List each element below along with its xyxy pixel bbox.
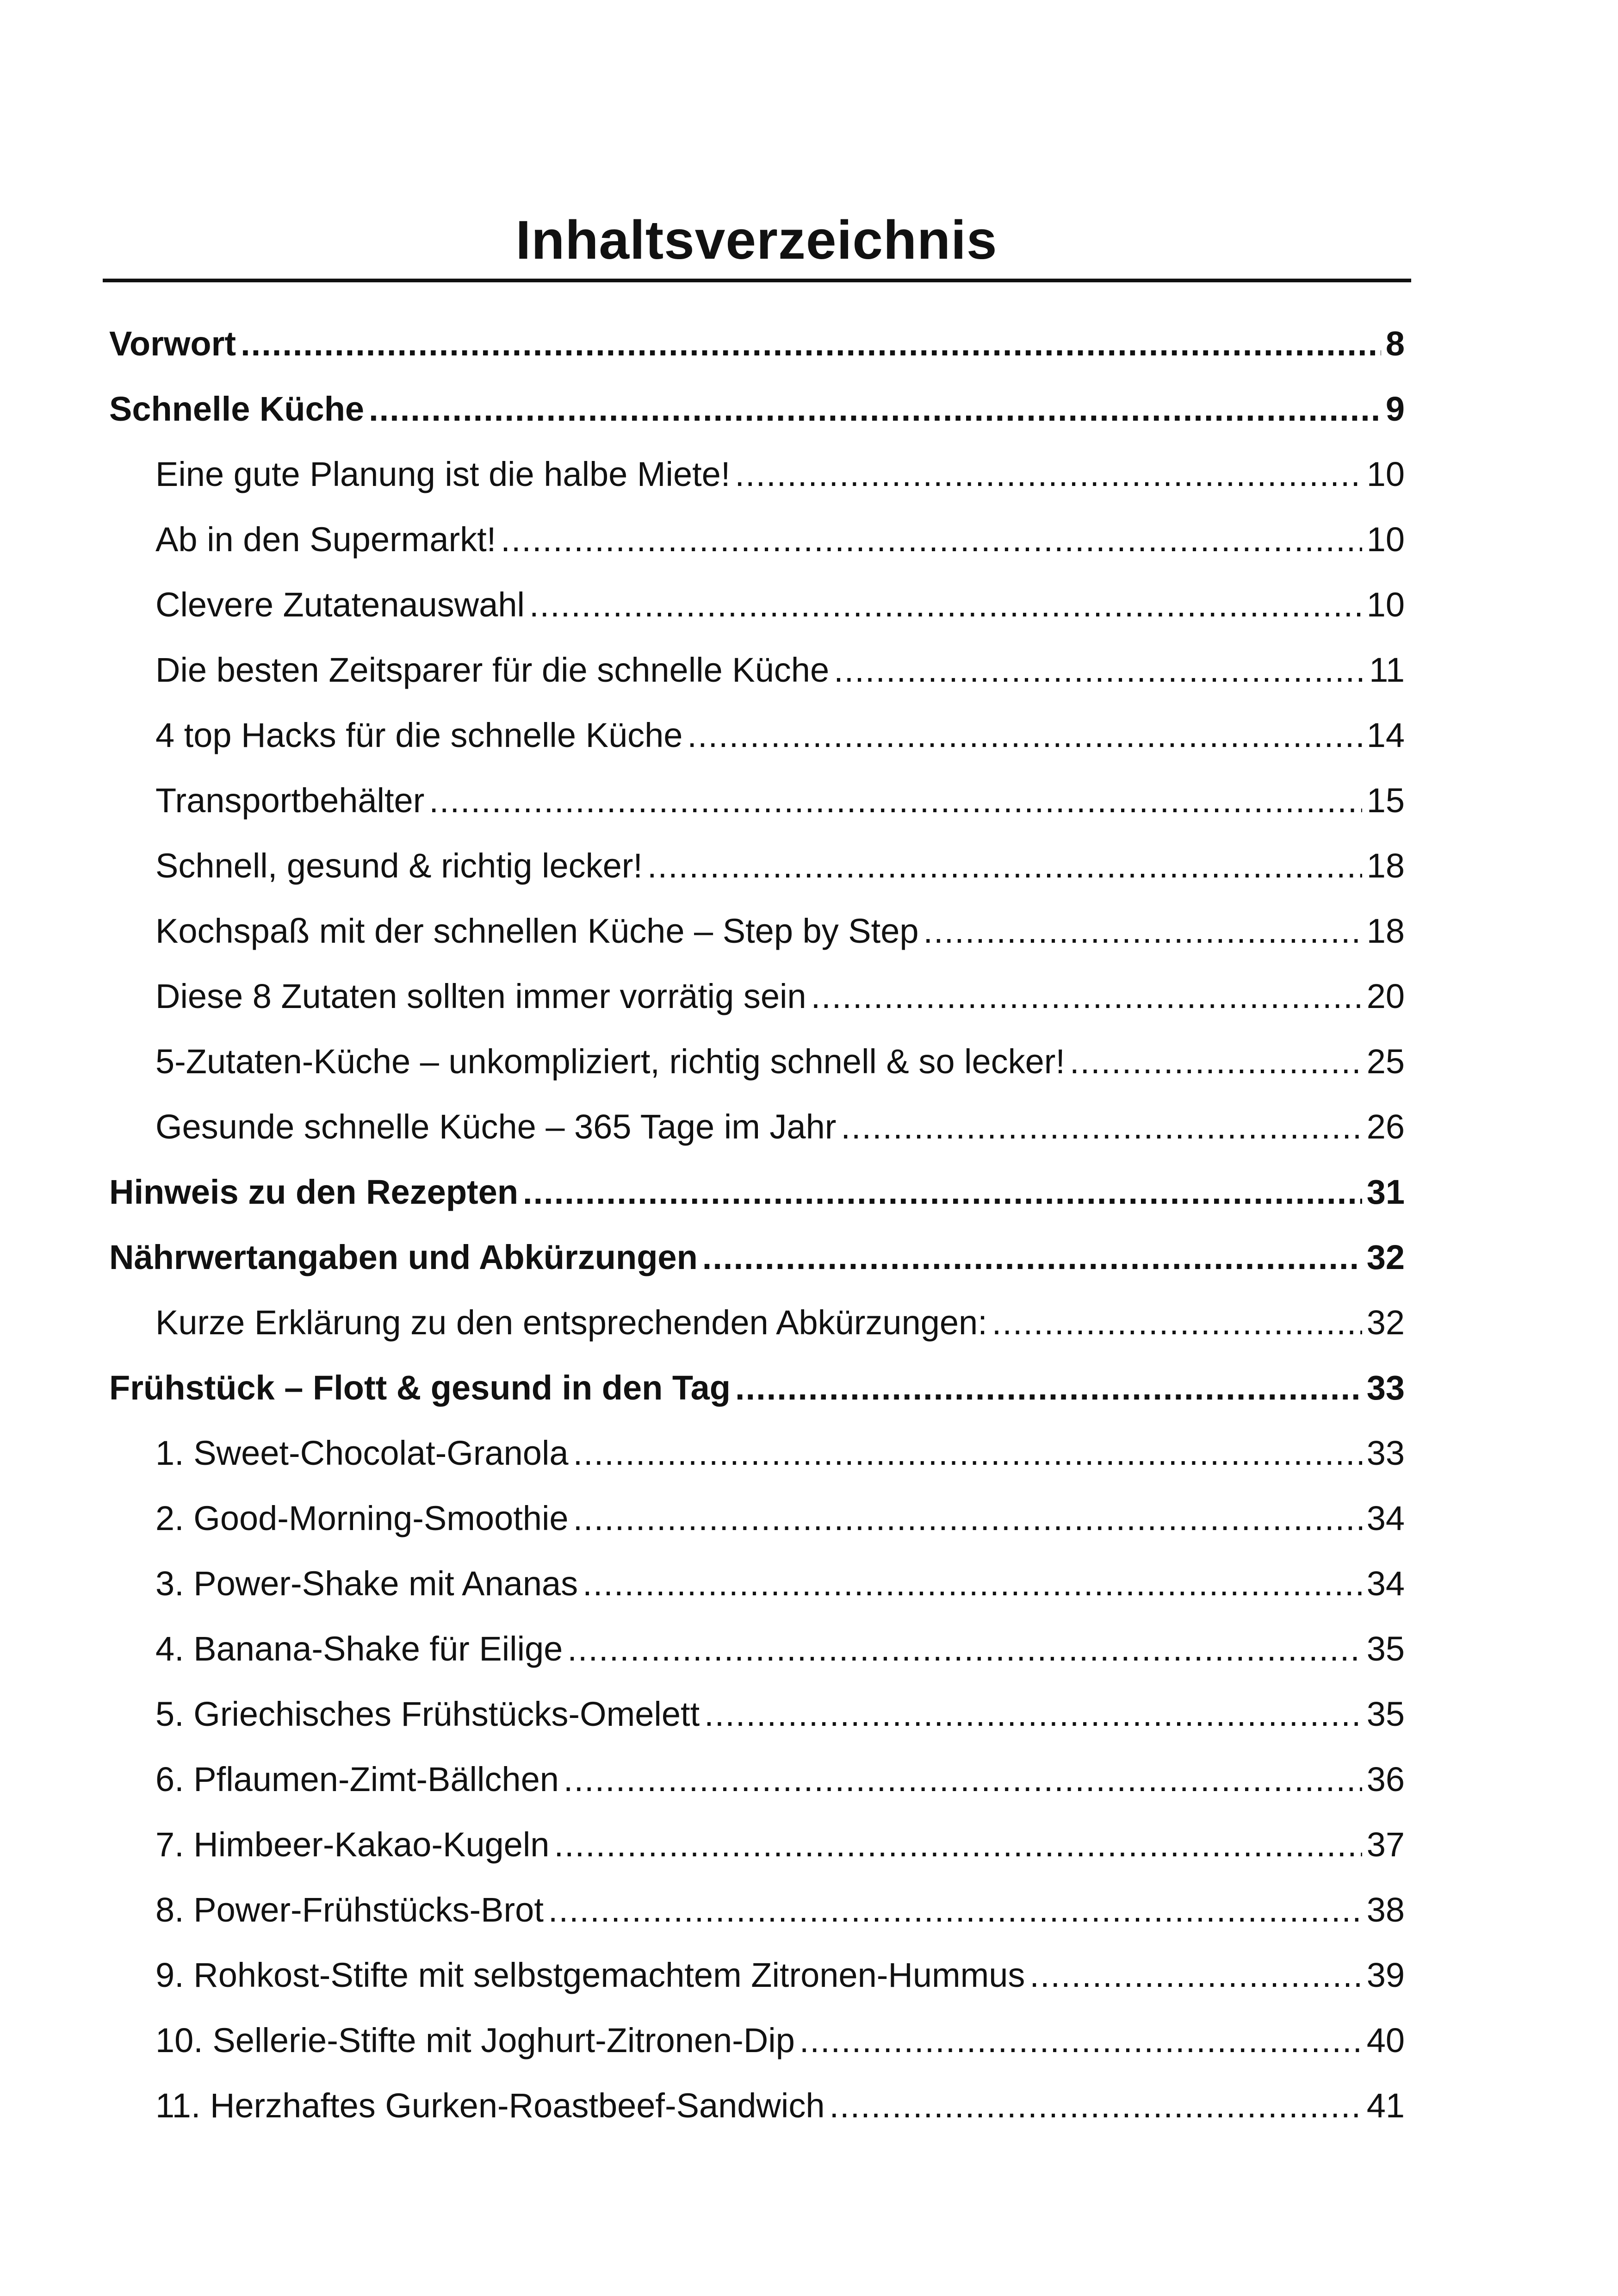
toc-section-entry[interactable] — [109, 1564, 1405, 1629]
toc-entry-title: Schnelle Küche — [109, 390, 365, 428]
toc-section-entry[interactable] — [109, 1890, 1405, 1955]
toc-page-number: 10 — [1366, 455, 1405, 493]
toc-entry-title: 5-Zutaten-Küche – unkompliziert, richtig schnell & so lecker! — [155, 1042, 1065, 1081]
dot-leader — [583, 1564, 1362, 1603]
toc-page-number: 20 — [1366, 977, 1405, 1015]
toc-chapter-entry[interactable] — [109, 1172, 1405, 1238]
toc-section-entry[interactable] — [109, 1303, 1405, 1368]
toc-section-entry[interactable] — [109, 977, 1405, 1042]
dot-leader — [567, 1629, 1362, 1668]
toc-entry-title: Ab in den Supermarkt! — [155, 520, 496, 559]
toc-section-entry[interactable] — [109, 1107, 1405, 1172]
toc-entry-title: 8. Power-Frühstücks-Brot — [155, 1891, 544, 1929]
dot-leader — [834, 650, 1364, 690]
toc-page-number: 15 — [1366, 781, 1405, 820]
toc-section-entry[interactable] — [109, 1042, 1405, 1107]
dot-leader — [241, 324, 1381, 363]
toc-page-number: 8 — [1385, 324, 1405, 363]
toc-entry-title: 2. Good-Morning-Smoothie — [155, 1499, 569, 1537]
dot-leader — [924, 911, 1362, 951]
table-of-contents — [109, 324, 1405, 2151]
toc-page-number: 39 — [1366, 1956, 1405, 1994]
toc-entry-title: Diese 8 Zutaten sollten immer vorrätig sein — [155, 977, 806, 1015]
toc-entry-title: Vorwort — [109, 324, 236, 363]
toc-page-number: 9 — [1385, 390, 1405, 428]
toc-entry-title: Die besten Zeitsparer für die schnelle Küche — [155, 651, 830, 689]
toc-section-entry[interactable] — [109, 1433, 1405, 1499]
toc-section-entry[interactable] — [109, 650, 1405, 716]
dot-leader — [702, 1238, 1362, 1277]
toc-entry-title: 11. Herzhaftes Gurken-Roastbeef-Sandwich — [155, 2086, 825, 2125]
toc-page-number: 33 — [1366, 1369, 1405, 1407]
toc-page-number: 26 — [1366, 1108, 1405, 1146]
toc-page-number: 35 — [1366, 1695, 1405, 1733]
toc-entry-title: 4. Banana-Shake für Eilige — [155, 1630, 563, 1668]
toc-entry-title: 9. Rohkost-Stifte mit selbstgemachtem Zitronen-Hummus — [155, 1956, 1025, 1994]
toc-section-entry[interactable] — [109, 911, 1405, 977]
toc-page-number: 35 — [1366, 1630, 1405, 1668]
toc-section-entry[interactable] — [109, 1629, 1405, 1694]
dot-leader — [687, 716, 1362, 755]
toc-entry-title: 7. Himbeer-Kakao-Kugeln — [155, 1825, 550, 1864]
dot-leader — [735, 454, 1362, 494]
toc-section-entry[interactable] — [109, 1955, 1405, 2021]
dot-leader — [523, 1172, 1362, 1212]
toc-entry-title: 3. Power-Shake mit Ananas — [155, 1564, 578, 1603]
toc-section-entry[interactable] — [109, 781, 1405, 846]
toc-section-entry[interactable] — [109, 1694, 1405, 1760]
toc-chapter-entry[interactable] — [109, 1368, 1405, 1433]
toc-section-entry[interactable] — [109, 846, 1405, 911]
toc-page-number: 34 — [1366, 1499, 1405, 1537]
toc-entry-title: 4 top Hacks für die schnelle Küche — [155, 716, 683, 754]
toc-page-number: 18 — [1366, 846, 1405, 885]
dot-leader — [829, 2086, 1362, 2125]
toc-entry-title: 1. Sweet-Chocolat-Granola — [155, 1434, 569, 1472]
dot-leader — [800, 2021, 1362, 2060]
toc-page-number: 31 — [1366, 1173, 1405, 1211]
toc-page-number: 41 — [1366, 2086, 1405, 2125]
toc-page-number: 36 — [1366, 1760, 1405, 1798]
toc-page-number: 37 — [1366, 1825, 1405, 1864]
toc-chapter-entry[interactable] — [109, 324, 1405, 389]
page-title: Inhaltsverzeichnis — [515, 210, 998, 271]
toc-section-entry[interactable] — [109, 520, 1405, 585]
toc-page-number: 33 — [1366, 1434, 1405, 1472]
toc-entry-title: Clevere Zutatenauswahl — [155, 585, 525, 624]
toc-page-number: 38 — [1366, 1891, 1405, 1929]
toc-chapter-entry[interactable] — [109, 1238, 1405, 1303]
dot-leader — [548, 1890, 1362, 1929]
toc-section-entry[interactable] — [109, 1760, 1405, 1825]
toc-entry-title: Frühstück – Flott & gesund in den Tag — [109, 1369, 731, 1407]
toc-page-number: 25 — [1366, 1042, 1405, 1081]
toc-section-entry[interactable] — [109, 1825, 1405, 1890]
toc-entry-title: 6. Pflaumen-Zimt-Bällchen — [155, 1760, 559, 1798]
toc-entry-title: Gesunde schnelle Küche – 365 Tage im Jahr — [155, 1108, 837, 1146]
toc-entry-title: 5. Griechisches Frühstücks-Omelett — [155, 1695, 700, 1733]
toc-entry-title: Schnell, gesund & richtig lecker! — [155, 846, 643, 885]
toc-page-number: 10 — [1366, 585, 1405, 624]
toc-entry-title: Hinweis zu den Rezepten — [109, 1173, 519, 1211]
dot-leader — [704, 1694, 1362, 1734]
toc-page-number: 32 — [1366, 1238, 1405, 1276]
dot-leader — [1029, 1955, 1362, 1995]
title-divider — [103, 279, 1411, 282]
toc-section-entry[interactable] — [109, 585, 1405, 650]
toc-page-number: 32 — [1366, 1303, 1405, 1342]
dot-leader — [841, 1107, 1362, 1146]
toc-chapter-entry[interactable] — [109, 389, 1405, 454]
toc-page-number: 14 — [1366, 716, 1405, 754]
toc-entry-title: Kurze Erklärung zu den entsprechenden Abkürzungen: — [155, 1303, 987, 1342]
dot-leader — [501, 520, 1362, 559]
toc-page-number: 18 — [1366, 912, 1405, 950]
dot-leader — [811, 977, 1362, 1016]
toc-section-entry[interactable] — [109, 716, 1405, 781]
toc-page-number: 10 — [1366, 520, 1405, 559]
dot-leader — [573, 1433, 1362, 1473]
toc-entry-title: Eine gute Planung ist die halbe Miete! — [155, 455, 731, 493]
toc-section-entry[interactable] — [109, 2086, 1405, 2151]
dot-leader — [429, 781, 1362, 820]
dot-leader — [573, 1499, 1362, 1538]
toc-section-entry[interactable] — [109, 454, 1405, 520]
toc-entry-title: Transportbehälter — [155, 781, 425, 820]
dot-leader — [369, 389, 1381, 429]
toc-page-number: 40 — [1366, 2021, 1405, 2060]
dot-leader — [992, 1303, 1362, 1342]
dot-leader — [529, 585, 1362, 624]
dot-leader — [1070, 1042, 1362, 1081]
dot-leader — [735, 1368, 1362, 1407]
toc-entry-title: Kochspaß mit der schnellen Küche – Step by Step — [155, 912, 919, 950]
toc-page-number: 11 — [1369, 651, 1405, 689]
dot-leader — [647, 846, 1362, 885]
toc-entry-title: 10. Sellerie-Stifte mit Joghurt-Zitronen-Dip — [155, 2021, 795, 2060]
toc-section-entry[interactable] — [109, 1499, 1405, 1564]
toc-section-entry[interactable] — [109, 2021, 1405, 2086]
toc-page-number: 34 — [1366, 1564, 1405, 1603]
toc-entry-title: Nährwertangaben und Abkürzungen — [109, 1238, 698, 1276]
dot-leader — [554, 1825, 1362, 1864]
dot-leader — [564, 1760, 1362, 1799]
